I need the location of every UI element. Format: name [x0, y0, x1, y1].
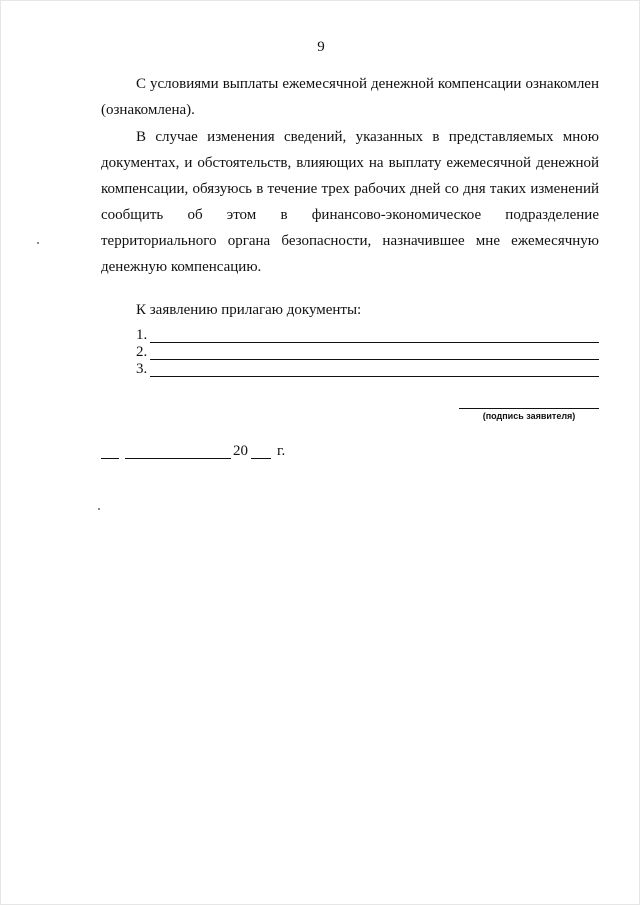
paragraph-obligation: В случае изменения сведений, указанных в представляемых мною документах, и обстоятельств, влияющих на выплату ежемесячной денежной компенсации, обязуюсь в течение трех рабочих дней со дня таких изменений сообщить об этом в финансово-экономическое подразделение территориального органа безопасности, назначившее мне ежемесячную денежную компенсацию.	[101, 129, 599, 275]
signature-line	[459, 408, 599, 409]
attachment-row-2	[136, 343, 599, 361]
attachment-row-1	[136, 326, 599, 344]
date-month-blank	[125, 458, 231, 459]
scan-speck	[98, 508, 100, 510]
date-year-prefix: 20	[233, 443, 248, 459]
paragraph-conditions: С условиями выплаты ежемесячной денежной компенсации ознакомлен (ознакомлена).	[101, 76, 599, 118]
signature-caption: (подпись заявителя)	[482, 411, 576, 421]
date-year-blank	[251, 458, 271, 459]
attachment-row-3	[136, 360, 599, 378]
attachment-number: 3.	[136, 361, 148, 377]
date-block	[101, 441, 321, 461]
attachment-number: 2.	[136, 344, 148, 360]
attachments-title: К заявлению прилагаю документы:	[136, 302, 362, 318]
date-year-suffix: г.	[277, 443, 286, 459]
page-number: 9	[317, 39, 325, 55]
attachment-blank-line	[150, 376, 599, 377]
scan-speck	[37, 242, 39, 244]
date-day-blank	[101, 458, 119, 459]
attachment-number: 1.	[136, 327, 148, 343]
